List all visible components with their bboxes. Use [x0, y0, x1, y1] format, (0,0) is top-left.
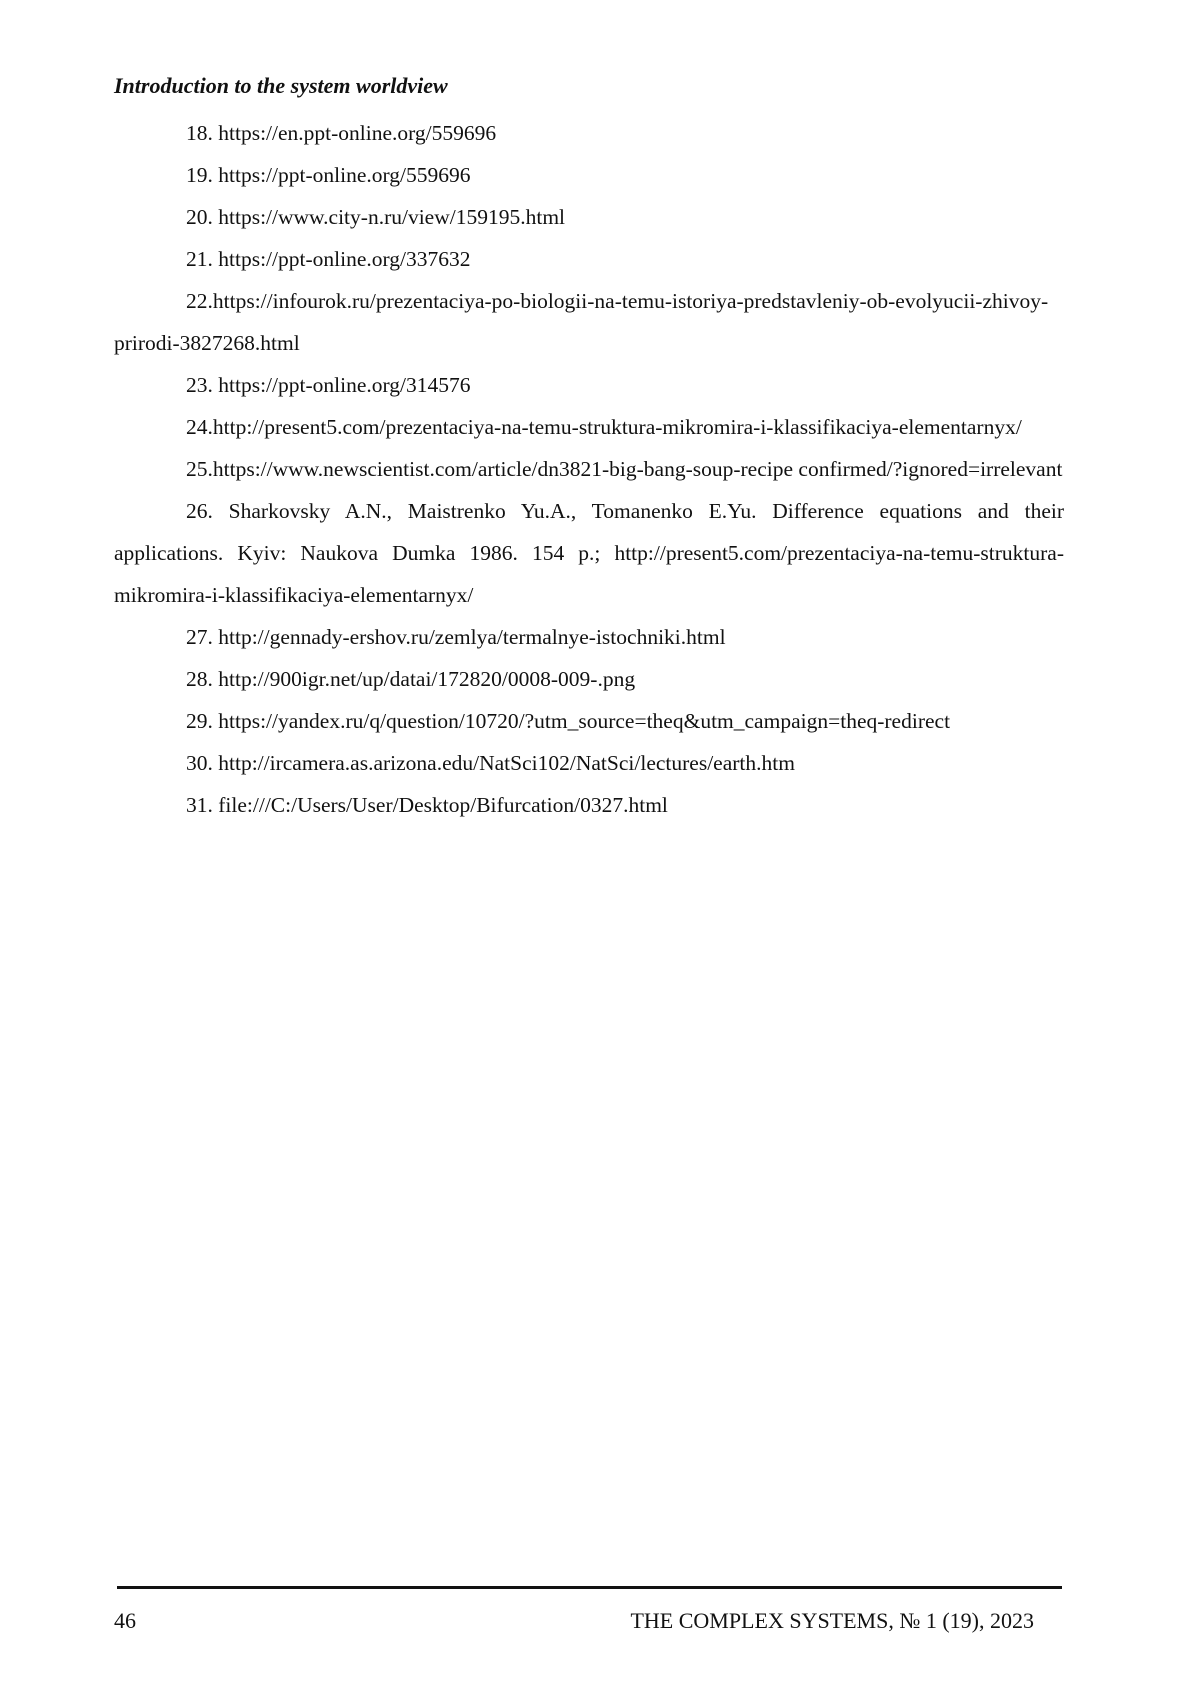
reference-list	[114, 112, 1064, 826]
reference-item: 31. file:///C:/Users/User/Desktop/Bifurcation/0327.html	[186, 793, 668, 817]
reference-item: 28. http://900igr.net/up/datai/172820/0008-009-.png	[186, 667, 636, 691]
reference-item: 18. https://en.ppt-online.org/559696	[186, 121, 497, 145]
reference-item: 24.http://present5.com/prezentaciya-na-temu-struktura-mikromira-i-klassifikaciya-elementarnyx/	[186, 415, 1022, 439]
reference-item: 26. Sharkovsky A.N., Maistrenko Yu.A., Tomanenko E.Yu. Difference equations and their applications. Kyiv: Naukova Dumka 1986. 154 p.; http://present5.com/prezentaciya-na-temu-struktura-mikromira-i-klassifikaciya-elementarnyx/	[114, 499, 1064, 607]
reference-item: 25.https://www.newscientist.com/article/dn3821-big-bang-soup-recipe confirmed/?ignored=irrelevant	[186, 457, 1063, 481]
reference-item: 21. https://ppt-online.org/337632	[186, 247, 471, 271]
reference-item: 27. http://gennady-ershov.ru/zemlya/termalnye-istochniki.html	[186, 625, 726, 649]
reference-item: 22.https://infourok.ru/prezentaciya-po-biologii-na-temu-istoriya-predstavleniy-ob-evolyucii-zhivoy-prirodi-3827268.html	[114, 289, 1049, 355]
reference-item: 20. https://www.city-n.ru/view/159195.html	[186, 205, 566, 229]
journal-footer: THE COMPLEX SYSTEMS, № 1 (19), 2023	[630, 1608, 1034, 1633]
running-title: Introduction to the system worldview	[114, 73, 448, 98]
page-number: 46	[114, 1608, 136, 1633]
reference-item: 23. https://ppt-online.org/314576	[186, 373, 471, 397]
reference-item: 30. http://ircamera.as.arizona.edu/NatSci102/NatSci/lectures/earth.htm	[186, 751, 795, 775]
footer-divider	[117, 1586, 1062, 1589]
reference-item: 19. https://ppt-online.org/559696	[186, 163, 471, 187]
reference-item: 29. https://yandex.ru/q/question/10720/?utm_source=theq&utm_campaign=theq-redirect	[186, 709, 951, 733]
